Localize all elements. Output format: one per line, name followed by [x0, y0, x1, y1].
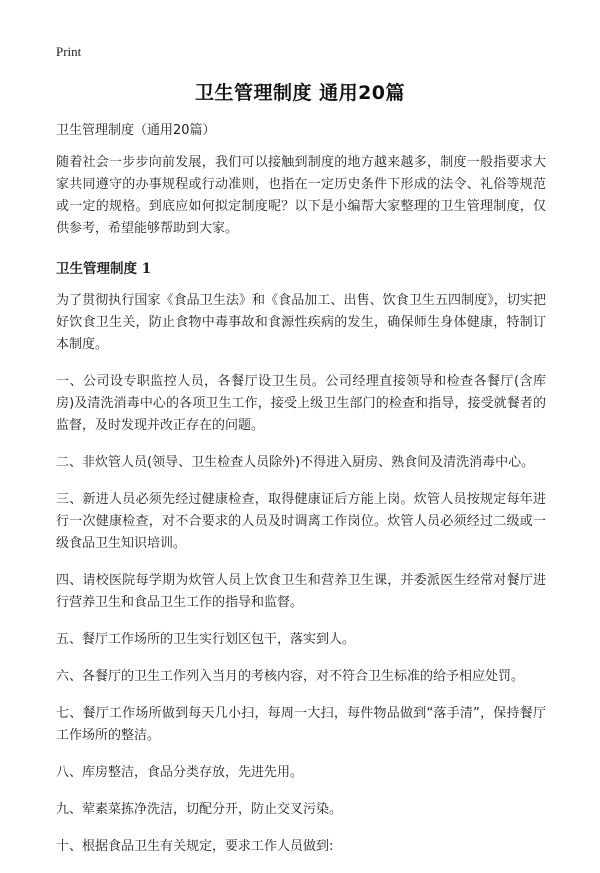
paragraph-item-1: 一、公司设专职监控人员，各餐厅设卫生员。公司经理直接领导和检查各餐厅(含库房)及清洗消毒中心的各项卫生工作，接受上级卫生部门的检查和指导，接受就餐者的监督，及时发现并改正存在的问题。 — [56, 374, 546, 433]
paragraph-item-9: 九、荤素菜拣净洗洁，切配分开，防止交叉污染。 — [56, 802, 343, 817]
paragraph-item-8: 八、库房整洁，食品分类存放，先进先用。 — [56, 765, 304, 780]
paragraph-item-2: 二、非炊管人员(领导、卫生检查人员除外)不得进入厨房、熟食间及清洗消毒中心。 — [56, 455, 535, 470]
document-title: 卫生管理制度 通用20篇 — [194, 82, 406, 104]
section-heading: 卫生管理制度 1 — [56, 261, 152, 277]
document-body — [56, 120, 546, 873]
paragraph-item-10: 十、根据食品卫生有关规定，要求工作人员做到: — [56, 839, 334, 854]
paragraph-item-6: 六、各餐厅的卫生工作列入当月的考核内容，对不符合卫生标准的给予相应处罚。 — [56, 669, 525, 684]
intro-paragraph: 随着社会一步步向前发展，我们可以接触到制度的地方越来越多，制度一般指要求大家共同遵守的办事规程或行动准则，也指在一定历史条件下形成的法令、礼俗等规范或一定的规格。到底应如何拟定制度呢？以下是小编帮大家整理的卫生管理制度，仅供参考，希望能够帮助到大家。 — [56, 155, 546, 236]
paragraph-item-4: 四、请校医院每学期为炊管人员上饮食卫生和营养卫生课，并委派医生经常对餐厅进行营养卫生和食品卫生工作的指导和监督。 — [56, 573, 546, 610]
paragraph-item-3: 三、新进人员必须先经过健康检查，取得健康证后方能上岗。炊管人员按规定每年进行一次健康检查，对不合要求的人员及时调离工作岗位。炊管人员必须经过二级或一级食品卫生知识培训。 — [56, 492, 546, 551]
paragraph-item-7: 七、餐厅工作场所做到每天几小扫，每周一大扫，每件物品做到“落手清”，保持餐厅工作场所的整洁。 — [56, 706, 546, 743]
paragraph-item-5: 五、餐厅工作场所的卫生实行划区包干，落实到人。 — [56, 632, 356, 647]
print-link[interactable]: Print — [56, 44, 82, 59]
paragraph-preface: 为了贯彻执行国家《食品卫生法》和《食品加工、出售、饮食卫生五四制度》，切实把好饮食卫生关，防止食物中毒事故和食源性疾病的发生，确保师生身体健康，特制订本制度。 — [56, 293, 546, 352]
document-subtitle: 卫生管理制度（通用20篇） — [56, 123, 216, 138]
